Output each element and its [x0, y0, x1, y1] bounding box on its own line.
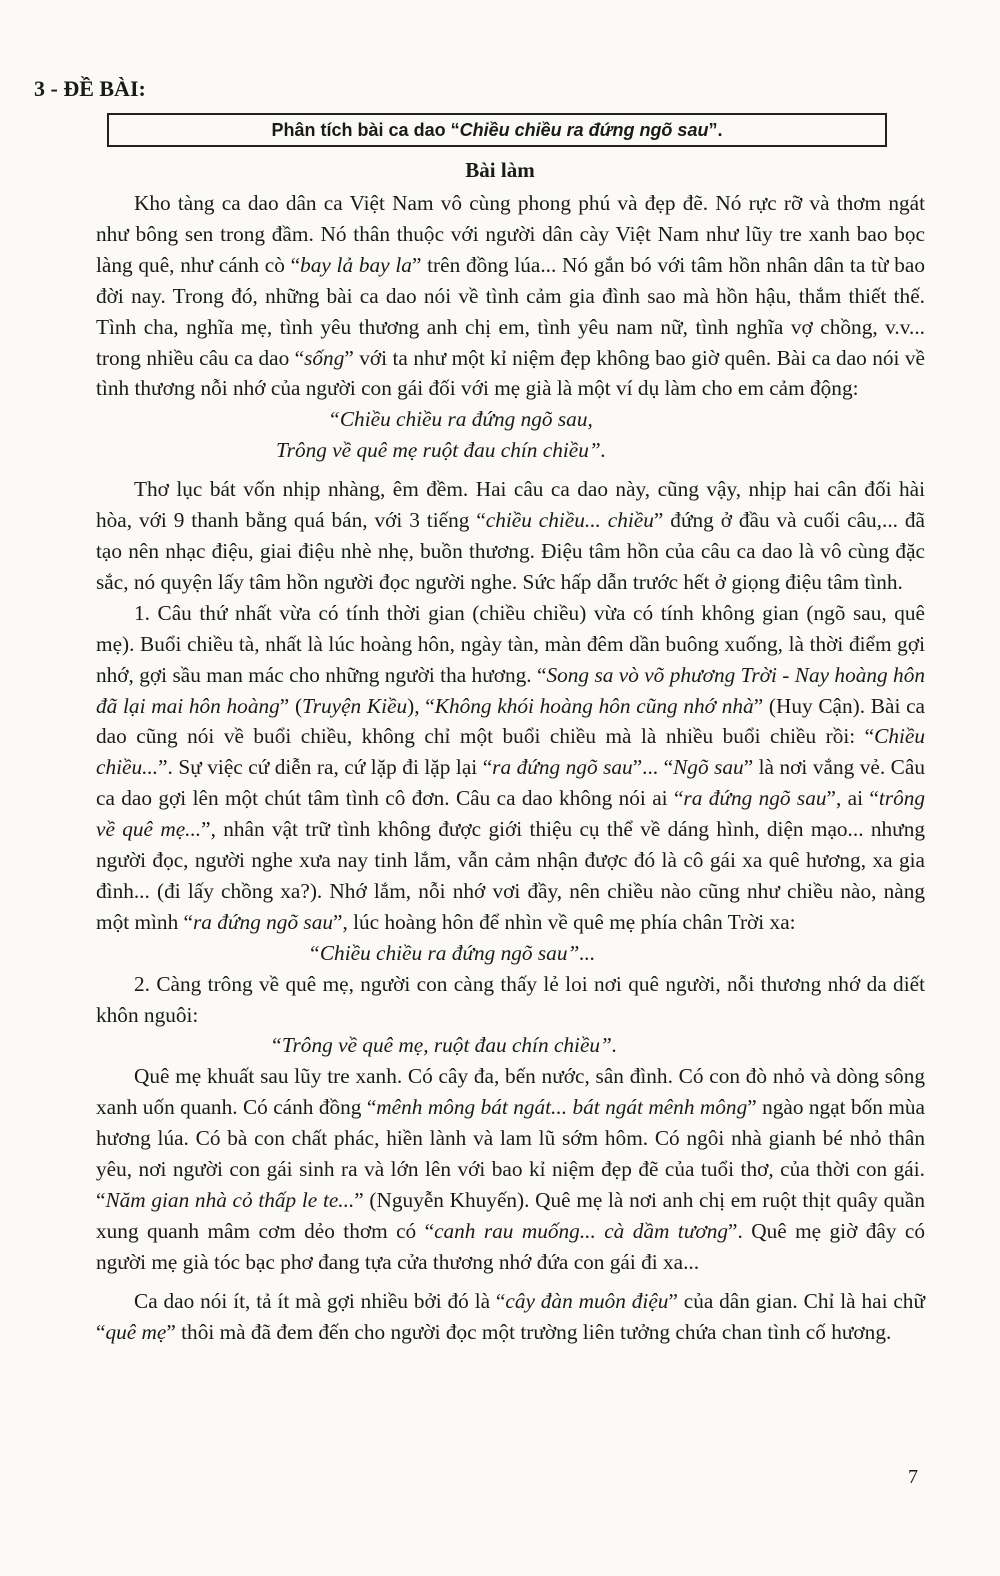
- essay-subtitle: Bài làm: [465, 158, 535, 182]
- verse-line: “Trông về quê mẹ, ruột đau chín chiều”.: [270, 1033, 618, 1058]
- verse-line: “Chiều chiều ra đứng ngõ sau,: [328, 407, 593, 432]
- paragraph-intro: Kho tàng ca dao dân ca Việt Nam vô cùng phong phú và đẹp đẽ. Nó rực rỡ và thơm ngát như bông sen trong đầm. Nó thân thuộc với người dân cày Việt Nam như lũy tre xanh bao bọc làng quê, như cánh cò “bay lả bay la” trên đồng lúa... Nó gắn bó với tâm hồn nhân dân ta từ bao đời nay. Trong đó, những bài ca dao nói về tình cảm gia đình sao mà hồn hậu, thắm thiết thế. Tình cha, nghĩa mẹ, tình yêu thương anh chị em, tình yêu nam nữ, tình nghĩa vợ chồng, v.v... trong nhiều câu ca dao “sống” với ta như một kỉ niệm đẹp không bao giờ quên. Bài ca dao nói về tình thương nỗi nhớ của người con gái đối với mẹ già là một ví dụ làm cho em cảm động:: [96, 191, 925, 401]
- paragraph-conclusion: Ca dao nói ít, tả ít mà gợi nhiều bởi đó là “cây đàn muôn điệu” của dân gian. Chỉ là hai chữ “quê mẹ” thôi mà đã đem đến cho người đọc một trường liên tưởng chứa chan tình cố hương.: [96, 1288, 925, 1344]
- paragraph-first-line: 1. Câu thứ nhất vừa có tính thời gian (chiều chiều) vừa có tính không gian (ngõ sau, quê mẹ). Buổi chiều tà, nhất là lúc hoàng hôn, ngày tàn, màn đêm dần buông xuống, là thời điểm gợi nhớ, gợi sầu man mác cho những người tha hương. “Song sa vò võ phương Trời - Nay hoàng hôn đã lại mai hôn hoàng” (Truyện Kiều), “Không khói hoàng hôn cũng nhớ nhà” (Huy Cận). Bài ca dao cũng nói về buổi chiều, không chỉ một buổi chiều mà là nhiều buổi chiều rồi: “Chiều chiều...”. Sự việc cứ diễn ra, cứ lặp đi lặp lại “ra đứng ngõ sau”... “Ngõ sau” là nơi vắng vẻ. Câu ca dao gợi lên một chút tâm tình cô đơn. Câu ca dao không nói ai “ra đứng ngõ sau”, ai “trông về quê mẹ...”, nhân vật trữ tình không được giới thiệu cụ thể về dáng hình, diện mạo... nhưng người đọc, người nghe xưa nay tinh lắm, vẫn cảm nhận được đó là cô gái xa quê hương, xa gia đình... (đi lấy chồng xa?). Nhớ lắm, nỗi nhớ vơi đầy, nên chiều nào cũng như chiều nào, nàng một mình “ra đứng ngõ sau”, lúc hoàng hôn để nhìn về quê mẹ phía chân Trời xa:: [96, 600, 926, 934]
- verse-line: Trông về quê mẹ ruột đau chín chiều”.: [276, 438, 607, 463]
- paragraph-second-line: 2. Càng trông về quê mẹ, người con càng thấy lẻ loi nơi quê người, nỗi thương nhớ da diết khôn nguôi:: [96, 971, 925, 1027]
- verse-line: “Chiều chiều ra đứng ngõ sau”...: [308, 940, 596, 965]
- page-number: 7: [908, 1466, 918, 1488]
- topic-box: [107, 113, 887, 147]
- essay-body: [96, 188, 925, 1348]
- paragraph-homeland: Quê mẹ khuất sau lũy tre xanh. Có cây đa, bến nước, sân đình. Có con đò nhỏ và dòng sông xanh uốn quanh. Có cánh đồng “mênh mông bát ngát... bát ngát mênh mông” ngào ngạt bốn mùa hương lúa. Có bà con chất phác, hiền lành và lam lũ sớm hôm. Có ngôi nhà gianh bé nhỏ thân yêu, nơi người con gái sinh ra và lớn lên với bao kỉ niệm đẹp đẽ của tuổi thơ, của thời con gái. “Năm gian nhà cỏ thấp le te...” (Nguyễn Khuyến). Quê mẹ là nơi anh chị em ruột thịt quây quần xung quanh mâm cơm dẻo thơm có “canh rau muống... cà dầm tương”. Quê mẹ giờ đây có người mẹ già tóc bạc phơ đang tựa cửa thương nhớ đứa con gái đi xa...: [96, 1064, 926, 1274]
- topic-prefix: Phân tích bài ca dao “: [271, 120, 460, 140]
- topic-title: Chiều chiều ra đứng ngõ sau: [459, 120, 709, 140]
- section-heading: 3 - ĐỀ BÀI:: [34, 76, 146, 101]
- topic-suffix: ”.: [708, 120, 723, 140]
- paragraph-rhythm: Thơ lục bát vốn nhịp nhàng, êm đềm. Hai câu ca dao này, cũng vậy, nhịp hai cân đối hài hòa, với 9 thanh bằng quá bán, với 3 tiếng “chiều chiều... chiều” đứng ở đầu và cuối câu,... đã tạo nên nhạc điệu, giai điệu nhè nhẹ, buồn thương. Điệu tâm hồn của câu ca dao là vô cùng đặc sắc, nó quyện lấy tâm hồn người đọc người nghe. Sức hấp dẫn trước hết ở giọng điệu tâm tình.: [96, 477, 925, 594]
